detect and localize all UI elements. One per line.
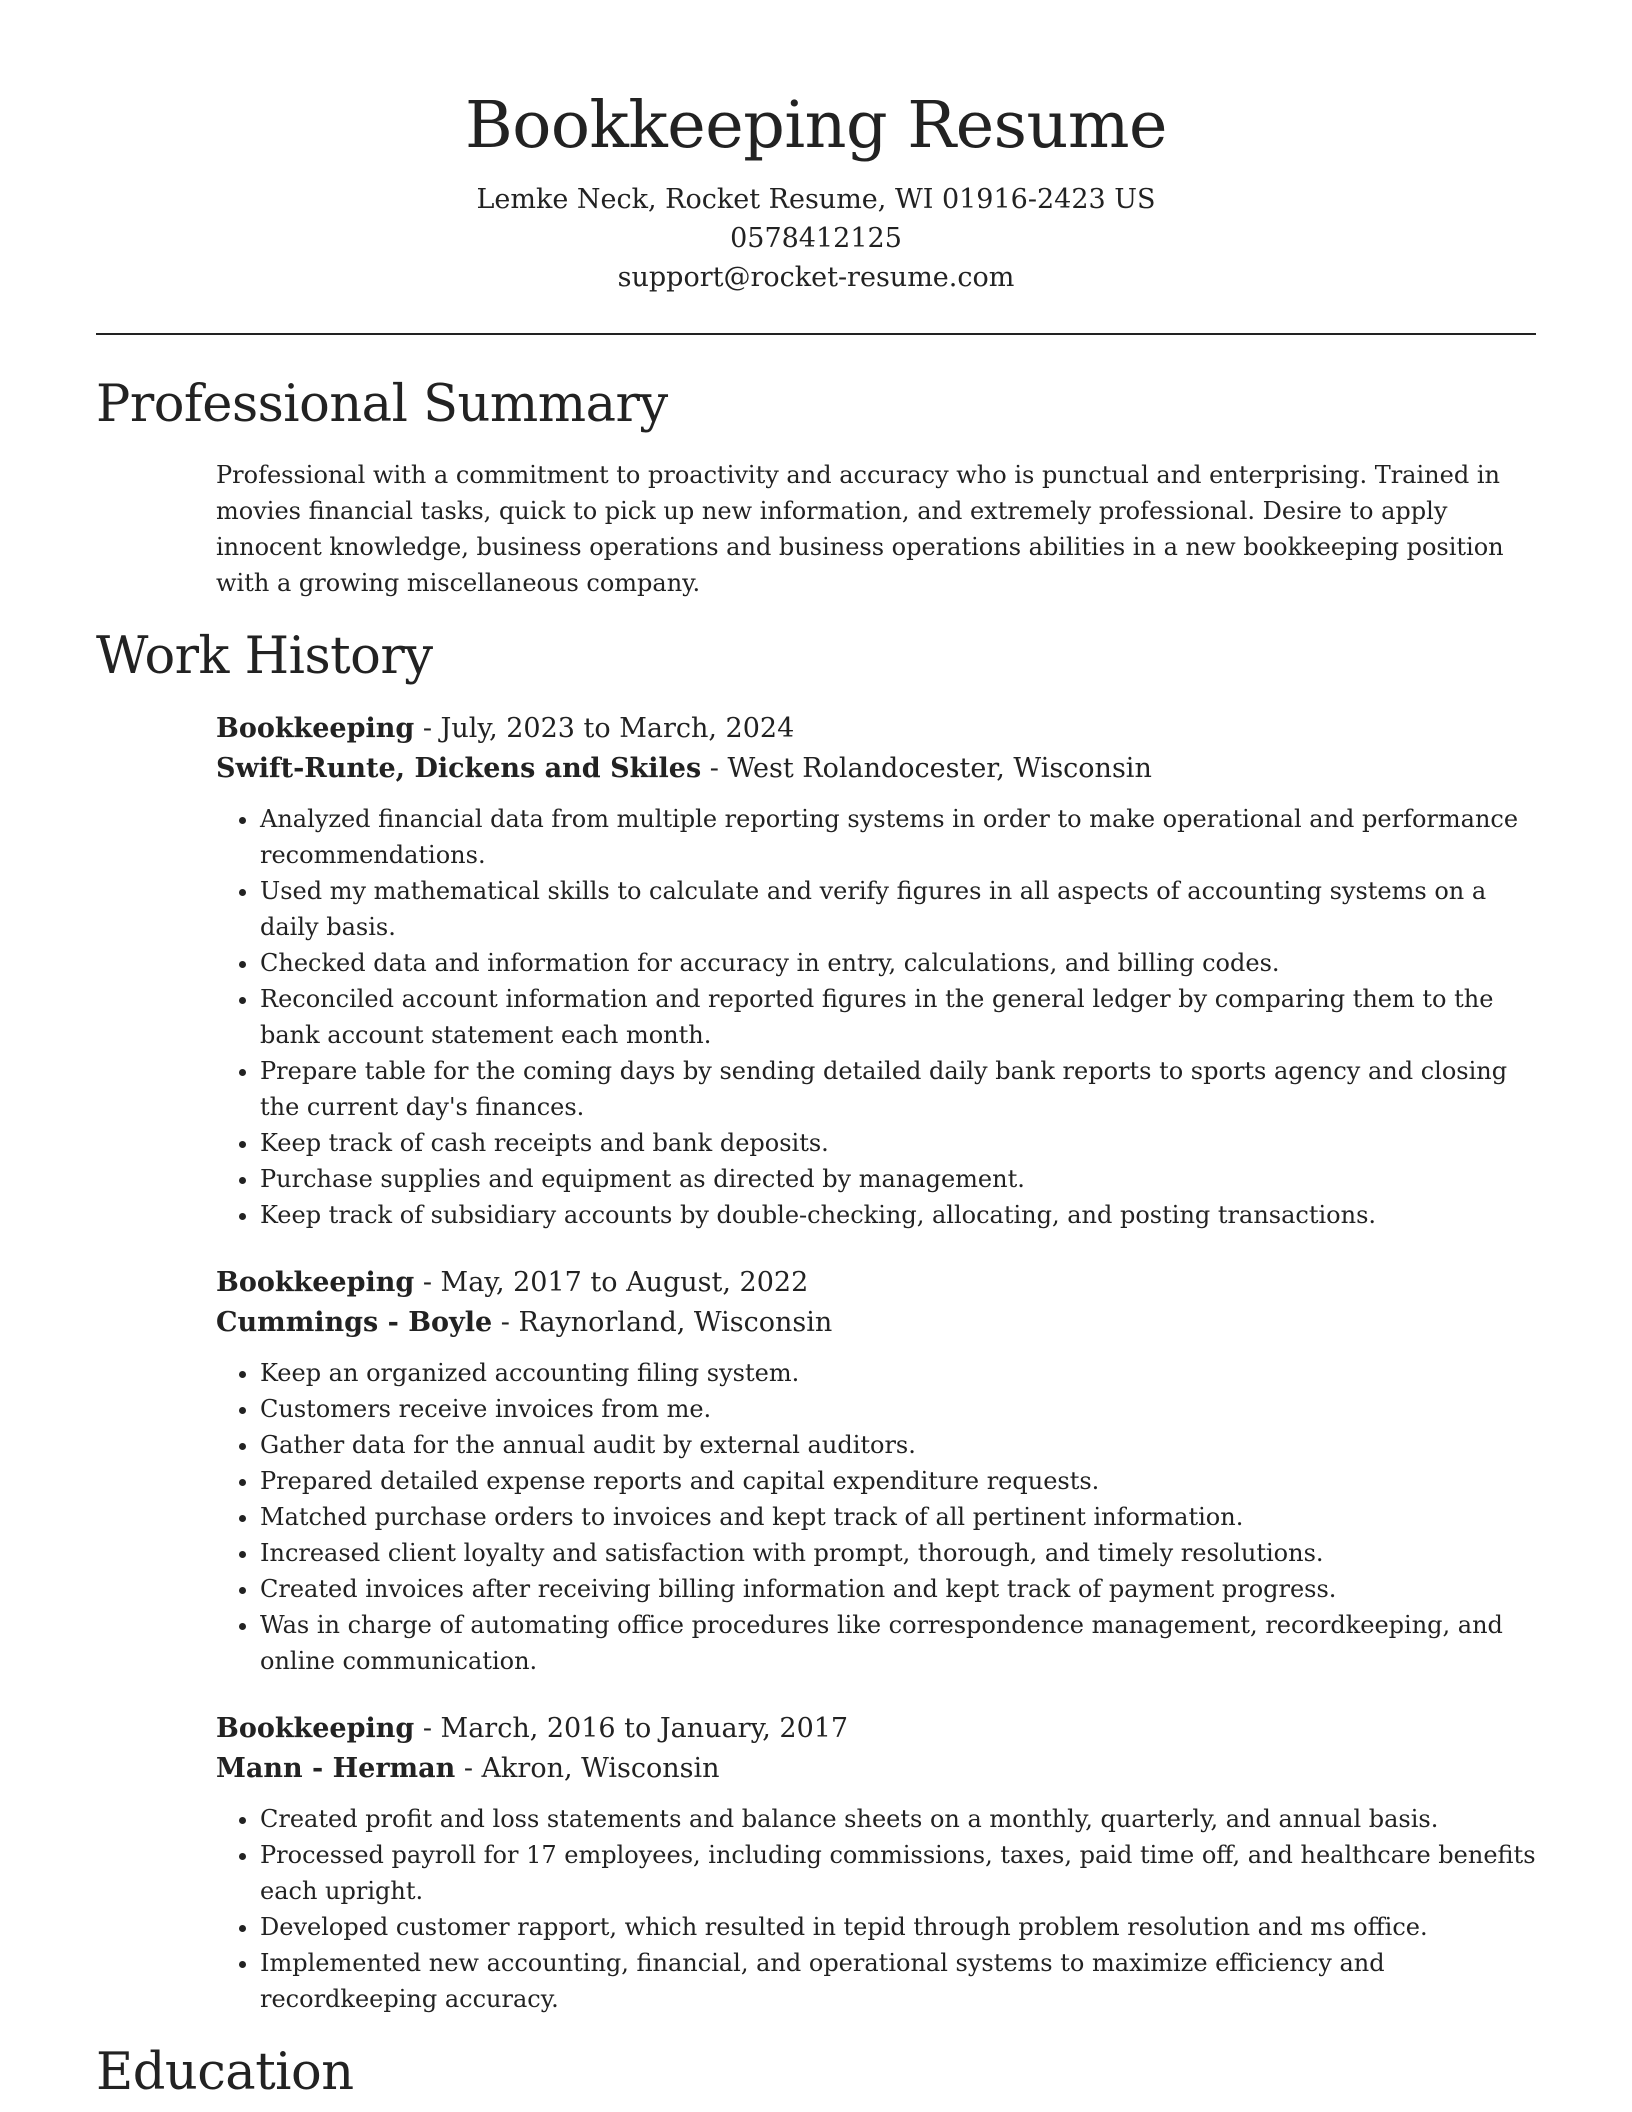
job-company: Mann - Herman: [216, 1753, 456, 1784]
summary-heading: Professional Summary: [96, 375, 668, 434]
job-location: - West Rolandocester, Wisconsin: [701, 753, 1152, 784]
bullet-item: • Customers receive invoices from me.: [260, 1391, 1536, 1427]
bullet-item: • Used my mathematical skills to calculate and verify figures in all aspects of accounting systems on a daily basis.: [260, 873, 1536, 945]
bullet-item: • Prepare table for the coming days by sending detailed daily bank reports to sports agency and closing the current day's finances.: [260, 1053, 1536, 1125]
job-title-line: [216, 1263, 1536, 1303]
job-entry: [216, 1709, 1536, 2017]
resume-page: [96, 0, 1536, 2105]
job-dates: - March, 2016 to January, 2017: [414, 1713, 849, 1744]
job-company-line: [216, 749, 1536, 789]
job-dates: - May, 2017 to August, 2022: [414, 1267, 809, 1298]
bullet-item: • Developed customer rapport, which resulted in tepid through problem resolution and ms office.: [260, 1909, 1536, 1945]
job-bullets: [216, 1355, 1536, 1679]
job-entry: [216, 1263, 1536, 1679]
job-location: - Akron, Wisconsin: [455, 1753, 720, 1784]
job-company-line: [216, 1303, 1536, 1343]
header-divider: [96, 333, 1536, 335]
bullet-item: • Keep an organized accounting filing system.: [260, 1355, 1536, 1391]
job-company: Cummings - Boyle: [216, 1307, 493, 1338]
job-company-line: [216, 1749, 1536, 1789]
work-history-heading: Work History: [96, 627, 433, 686]
job-bullets: [216, 1801, 1536, 2017]
job-title: Bookkeeping: [216, 1267, 415, 1298]
bullet-item: • Processed payroll for 17 employees, including commissions, taxes, paid time off, and healthcare benefits each upright.: [260, 1837, 1536, 1909]
phone-text: 0578412125: [730, 223, 902, 254]
address-text: Lemke Neck, Rocket Resume, WI 01916-2423 US: [476, 184, 1156, 215]
job-company: Swift-Runte, Dickens and Skiles: [216, 753, 702, 784]
contact-info: [96, 180, 1536, 297]
resume-title: Bookkeeping Resume: [464, 88, 1167, 163]
job-dates: - July, 2023 to March, 2024: [414, 713, 795, 744]
bullet-item: • Checked data and information for accuracy in entry, calculations, and billing codes.: [260, 945, 1536, 981]
bullet-item: • Analyzed financial data from multiple reporting systems in order to make operational and performance recommendations.: [260, 801, 1536, 873]
job-title: Bookkeeping: [216, 1713, 415, 1744]
bullet-item: • Gather data for the annual audit by external auditors.: [260, 1427, 1536, 1463]
bullet-item: • Purchase supplies and equipment as directed by management.: [260, 1161, 1536, 1197]
education-heading: Education: [96, 2043, 354, 2102]
job-title-line: [216, 709, 1536, 749]
bullet-item: • Reconciled account information and reported figures in the general ledger by comparing them to the bank account statement each month.: [260, 981, 1536, 1053]
job-location: - Raynorland, Wisconsin: [492, 1307, 833, 1338]
bullet-item: • Created profit and loss statements and balance sheets on a monthly, quarterly, and annual basis.: [260, 1801, 1536, 1837]
job-title-line: [216, 1709, 1536, 1749]
job-title: Bookkeeping: [216, 713, 415, 744]
bullet-item: • Implemented new accounting, financial, and operational systems to maximize efficiency and recordkeeping accuracy.: [260, 1945, 1536, 2017]
bullet-item: • Increased client loyalty and satisfaction with prompt, thorough, and timely resolutions.: [260, 1535, 1536, 1571]
job-bullets: [216, 801, 1536, 1233]
bullet-item: • Keep track of cash receipts and bank deposits.: [260, 1125, 1536, 1161]
bullet-item: • Prepared detailed expense reports and capital expenditure requests.: [260, 1463, 1536, 1499]
job-entry: [216, 709, 1536, 1233]
bullet-item: • Keep track of subsidiary accounts by double-checking, allocating, and posting transactions.: [260, 1197, 1536, 1233]
summary-text: Professional with a commitment to proactivity and accuracy who is punctual and enterprising. Trained in movies financial tasks, quick to pick up new information, and extremely professional. Desire to apply innocent knowledge, business operations and business operations abilities in a new bookkeeping position with a growing miscellaneous company.: [216, 461, 1504, 597]
bullet-item: • Matched purchase orders to invoices and kept track of all pertinent information.: [260, 1499, 1536, 1535]
email-text: support@rocket-resume.com: [617, 262, 1015, 293]
bullet-item: • Created invoices after receiving billing information and kept track of payment progress.: [260, 1571, 1536, 1607]
bullet-item: • Was in charge of automating office procedures like correspondence management, recordkeeping, and online communication.: [260, 1607, 1536, 1679]
